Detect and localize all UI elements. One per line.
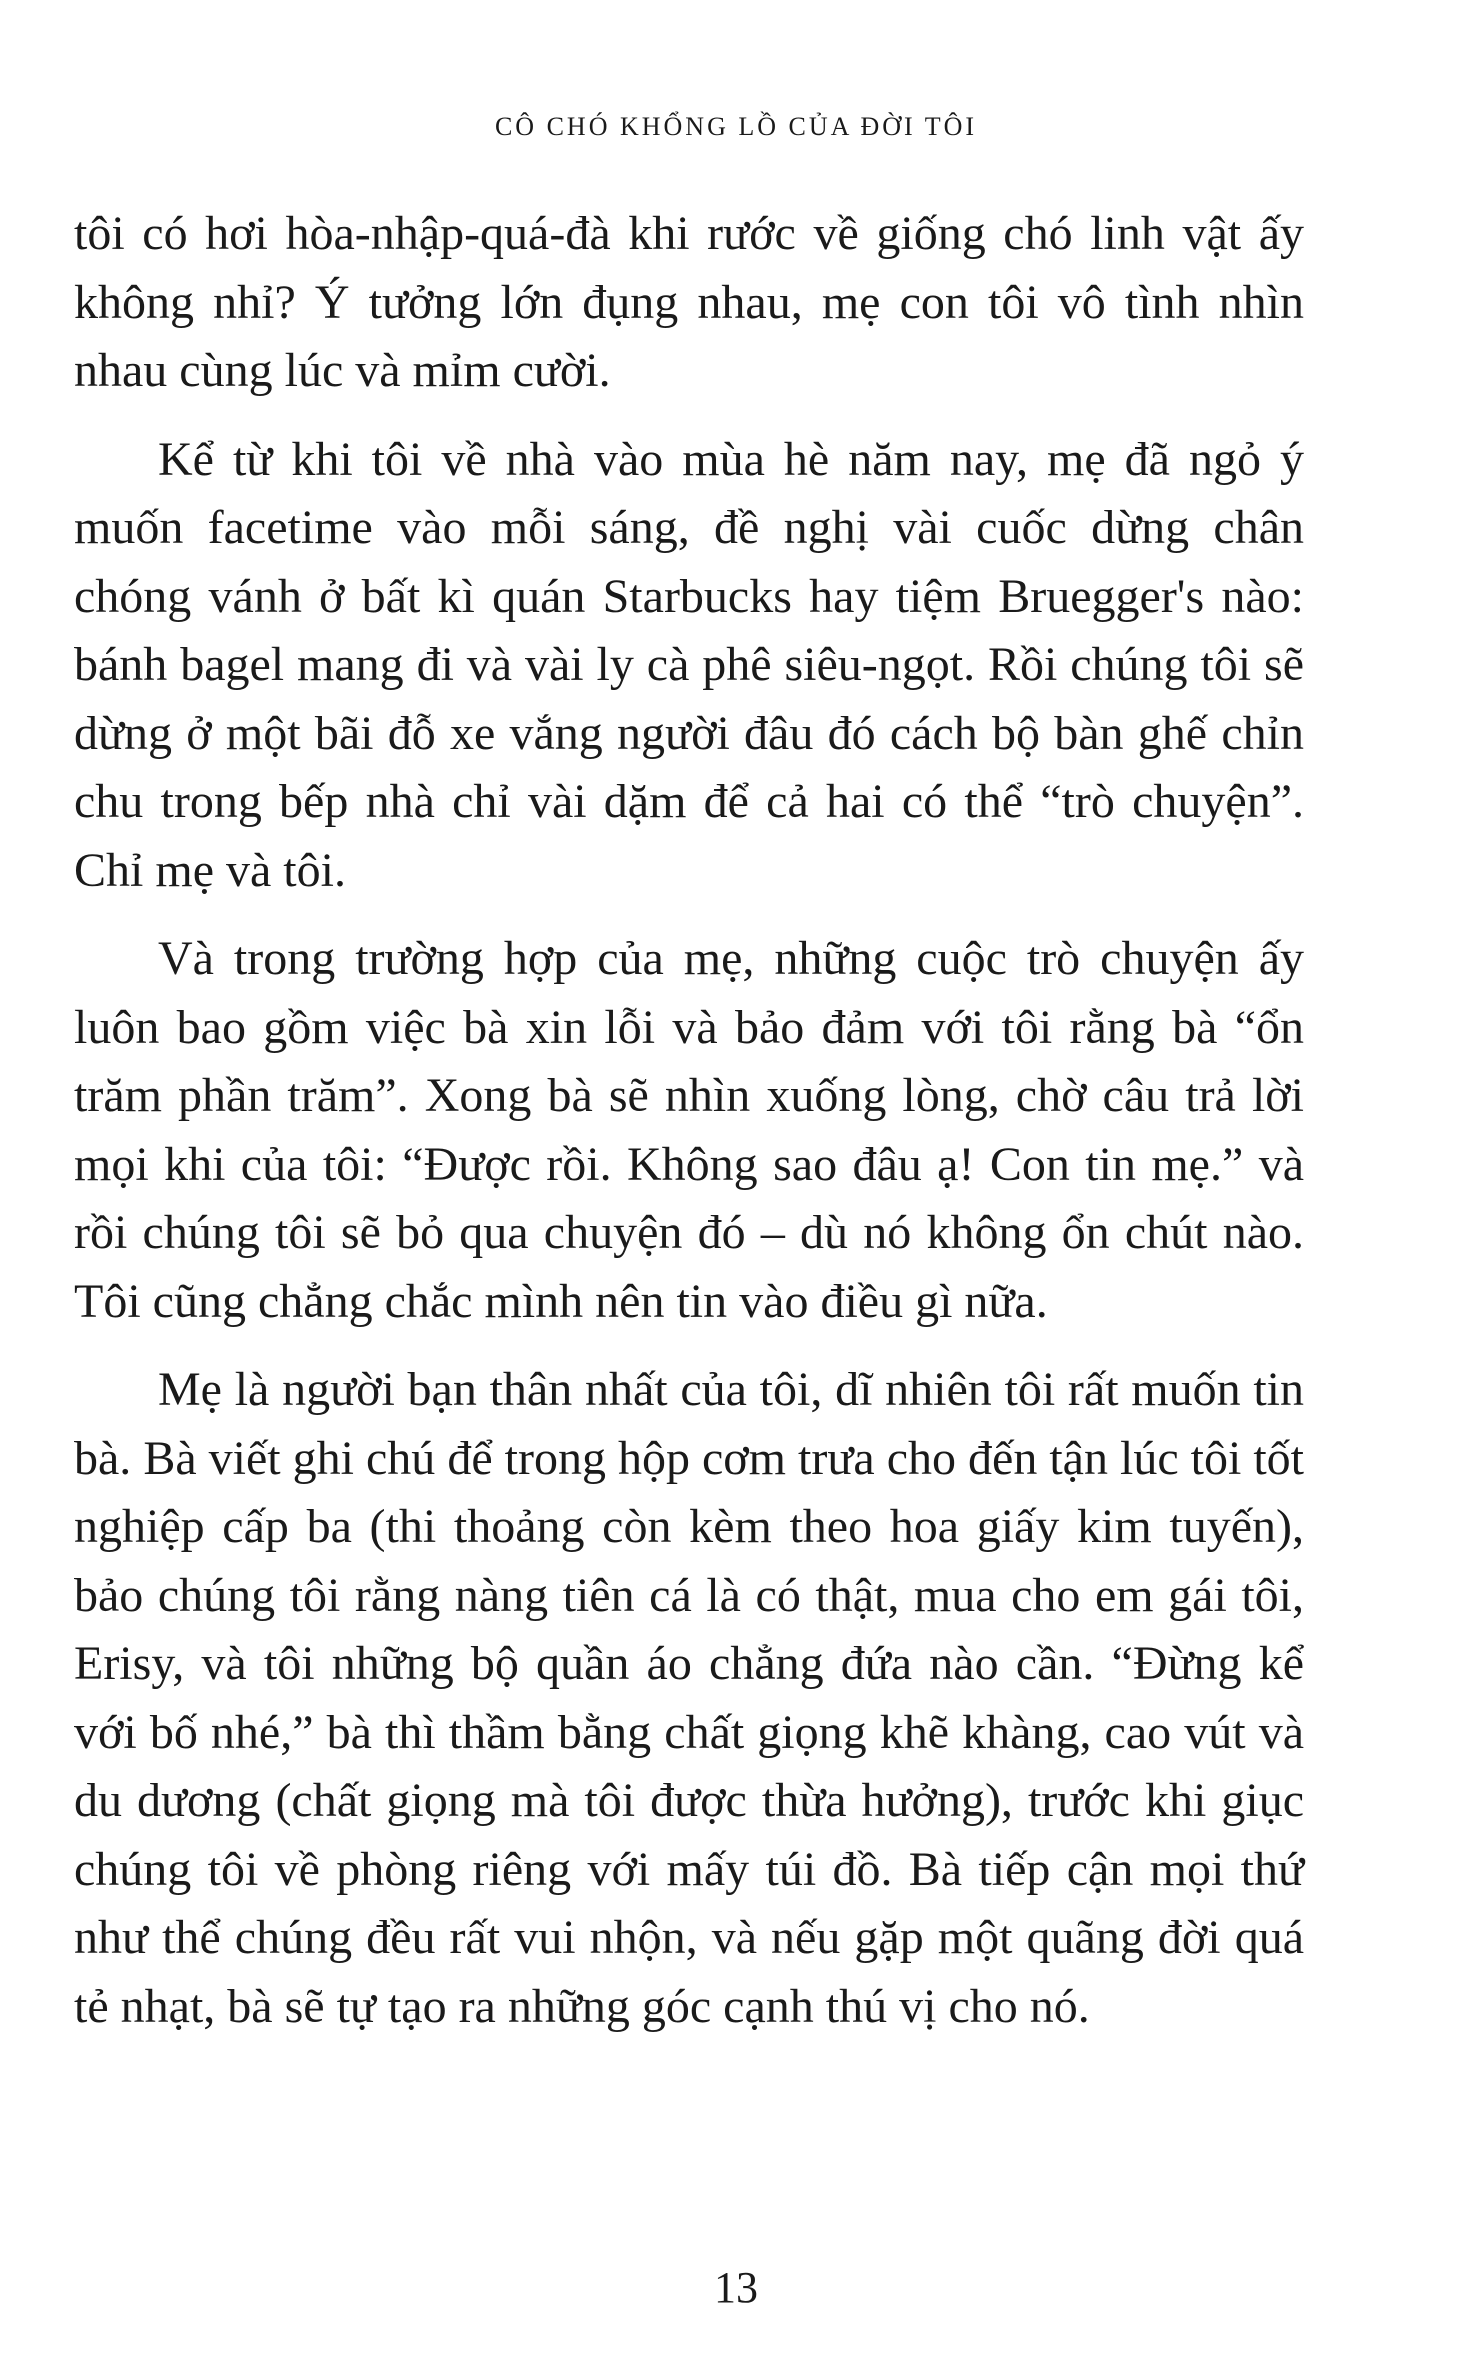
body-text [74,200,1304,2061]
paragraph-continuation: tôi có hơi hòa-nhập-quá-đà khi rước về giống chó linh vật ấy không nhỉ? Ý tưởng lớn đụng nhau, mẹ con tôi vô tình nhìn nhau cùng lúc và mỉm cười. [74,207,1304,397]
paragraph: Mẹ là người bạn thân nhất của tôi, dĩ nhiên tôi rất muốn tin bà. Bà viết ghi chú để trong hộp cơm trưa cho đến tận lúc tôi tốt nghiệp cấp ba (thi thoảng còn kèm theo hoa giấy kim tuyến), bảo chúng tôi rằng nàng tiên cá là có thật, mua cho em gái tôi, Erisy, và tôi những bộ quần áo chẳng đứa nào cần. “Đừng kể với bố nhé,” bà thì thầm bằng chất giọng khẽ khàng, cao vút và du dương (chất giọng mà tôi được thừa hưởng), trước khi giục chúng tôi về phòng riêng với mấy túi đồ. Bà tiếp cận mọi thứ như thể chúng đều rất vui nhộn, và nếu gặp một quãng đời quá tẻ nhạt, bà sẽ tự tạo ra những góc cạnh thú vị cho nó. [74,1363,1304,2033]
page-number: 13 [714,2263,758,2312]
paragraph: Kể từ khi tôi về nhà vào mùa hè năm nay, mẹ đã ngỏ ý muốn facetime vào mỗi sáng, đề nghị vài cuốc dừng chân chóng vánh ở bất kì quán Starbucks hay tiệm Bruegger's nào: bánh bagel mang đi và vài ly cà phê siêu-ngọt. Rồi chúng tôi sẽ dừng ở một bãi đỗ xe vắng người đâu đó cách bộ bàn ghế chỉn chu trong bếp nhà chỉ vài dặm để cả hai có thể “trò chuyện”. Chỉ mẹ và tôi. [74,432,1304,897]
running-header: CÔ CHÓ KHỔNG LỒ CỦA ĐỜI TÔI [494,112,978,141]
paragraph: Và trong trường hợp của mẹ, những cuộc trò chuyện ấy luôn bao gồm việc bà xin lỗi và bảo đảm với tôi rằng bà “ổn trăm phần trăm”. Xong bà sẽ nhìn xuống lòng, chờ câu trả lời mọi khi của tôi: “Được rồi. Không sao đâu ạ! Con tin mẹ.” và rồi chúng tôi sẽ bỏ qua chuyện đó – dù nó không ổn chút nào. Tôi cũng chẳng chắc mình nên tin vào điều gì nữa. [74,932,1304,1328]
